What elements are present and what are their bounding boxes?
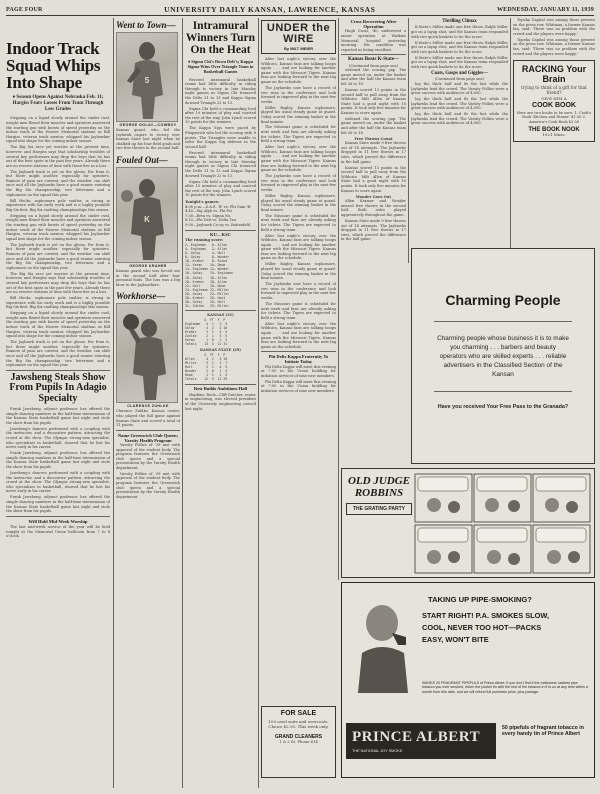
paragraph: After last night's victory over the Wildcats, Kansas fans are talking hoops again . . . and are looking for another game with the Missouri Tigers. Kansas fans are looking forward to the next big game on the schedule. xyxy=(261,233,336,261)
divider xyxy=(434,391,572,392)
photo-head-fouled-out: Fouled Out— xyxy=(116,154,168,165)
paragraph: The Missouri game is scheduled for next week and fans are already asking for tickets. The Tigers are expected to field a strong team. xyxy=(261,125,336,144)
schedule xyxy=(185,200,256,228)
headline-coats: Coats, Gasps and Giggles— xyxy=(431,70,488,76)
ad-title: RACKING Your Brain xyxy=(521,64,587,85)
article-free-throws xyxy=(341,141,406,193)
paragraph: Stepping on a liquid slowly around the cinder oval, weight men flexed their muscles and sprinters answered the starting gun with bursts of speed yesterday on the indoor track of the Hoover Memorial stadium as Bill Hargiss, veteran track mentor, whipped his Jayhawker squad into shape for the coming indoor season. xyxy=(6,311,110,339)
divider xyxy=(261,351,336,352)
article-cross xyxy=(341,29,406,52)
paragraph: After last night's victory over the Wildcats, Kansas fans are talking hoops again . . . and are looking for another game with the Missouri Tigers. Kansas fans are looking forward to the next big game on the schedule. xyxy=(261,321,336,349)
paragraph: The last mid-week service of the year will be held tonight at the Memorial Union ballroom from 7 to 8 o'clock. xyxy=(6,524,110,539)
player-silhouette xyxy=(117,168,178,263)
column-rule xyxy=(182,18,183,788)
ad-give: GIVE HIM A xyxy=(541,96,567,102)
brand-banner xyxy=(346,723,496,759)
ad-book-nook xyxy=(513,60,595,141)
column-thrilling-climax xyxy=(411,18,508,263)
paragraph: Kansas scored 13 points in the second half to pull away from the Wildcats. Milt Allen of Kansas State had a good night with 10 points. It took only five minutes for Kansas to score again. xyxy=(341,165,406,193)
schedule-item: 7:30—Beta vs. Sigma Nu xyxy=(185,213,231,218)
paragraph: The Missouri game is scheduled for next week and fans are already asking for tickets. The Tigers are expected to field a strong team. xyxy=(261,301,336,320)
ad-brand: PRINCE ALBERT xyxy=(352,729,481,745)
ad-line: COOL, NEVER TOO HOT—PACKS xyxy=(422,623,542,632)
article-indoor-track xyxy=(6,116,110,367)
boxscore-kansas-title: KANSAS (31) xyxy=(207,313,234,318)
svg-text:5: 5 xyxy=(144,76,150,85)
paragraph: The Jayhawks now have a record of two wins in the conference and look forward to improved play in the next few weeks. xyxy=(261,174,336,192)
paragraph: Kansas scored 13 points in the second half to pull away from the Wildcats. Milt Allen of Kansas State had a good night with 10 points. It took only five minutes for Kansas to score again. xyxy=(341,87,406,115)
ad-fineprint: SMOKE 20 FRAGRANT PIPEFULS of Prince Albert. If you don't find it the mellowest, tastiest pipe tobacco you ever smoked, return the pocket tin with the rest of the tobacco in it to us at any time within a month from this date, and we will refund full purchase price, plus postage. xyxy=(422,681,588,694)
paragraph: Bill Hecks, sophomore pole vaulter, is strong in experience with his early work and is a highly possible Big Six first. Big Six vaulting championships this season. xyxy=(6,296,110,310)
paragraph: Topeka Capital was among those present on the press row. Whitman, a former Kansas fan, said: 'There was no problem with the crowd and the players were happy.' xyxy=(513,37,595,56)
ad-line: START RIGHT! P.A. SMOKES SLOW, xyxy=(422,611,550,620)
schedule-title: Tonight's games: xyxy=(185,200,220,205)
paragraph: Favored intramural basketball teams had little difficulty in riding through to victory in late Monday night games as Sigma Chi trounced the Delts 31 to 13 and Kappa Sigma downed Triangle 22 to 13. xyxy=(185,150,256,178)
headline-midweek: Will Hold Mid-Week Worship xyxy=(28,518,88,524)
schedule-item: 8:15—Phi Delt vs. Delta Tau xyxy=(185,218,237,223)
comic-panels xyxy=(414,473,592,575)
paragraph: widened the scoring gap. The game moved on, under the basket and after the half the Kansas team led 26 to 18. xyxy=(341,116,406,135)
paragraph: Bill Hecks, sophomore pole vaulter, is strong in experience with his early work and is a highly possible Big Six first. Big Six vaulting championships this season. xyxy=(6,198,110,212)
paragraph: Allen Kramer and Wonder missed free throws in the second half. Both sides played aggressively throughout the game. xyxy=(341,199,406,217)
paragraph: log the thick half and fit the last while the Jayhawks lead the crowd. The Varsity Follies were a great success with audiences of 4,000. xyxy=(411,97,508,111)
headline-rest-builds: Rest Builds Ambitious Hall xyxy=(193,386,248,392)
paragraph: After last night's victory over the Wildcats, Kansas fans are talking hoops again . . . and are looking for another game with the Missouri Tigers. Kansas fans are looking forward to the next big game on the schedule. xyxy=(261,57,336,84)
schedule-item: 9:00—Jayhawk Co-op vs. Battenfeld xyxy=(185,222,251,227)
comic-title: OLD JUDGE ROBBINS xyxy=(347,475,411,499)
box-header: KU—KSC xyxy=(210,232,231,238)
article-intramural xyxy=(185,78,256,198)
article-thrilling xyxy=(411,25,508,69)
running-score: 2— Engleman 0— Allen 4— Engleman 2— Allen 6— Golay 4— Hull 8— Golay 6— Wunder 10— Kraher 8— Rinne 12— Voran 10— Dewe 14— Engleman 12— Wunder 16— Golay 14— Engleman 18— Golay 16— Allen 20— Kraher 18— Allen 22— Hull 20— Dewe 24— Engleman 22— Miller 26— Golay 24— Miller 28— Kraher 26— Hunt 30— Golay 28— Hull 31— Zuhlke 29— Miller xyxy=(185,242,233,309)
article-phi-delta-kappa xyxy=(261,365,336,394)
headline-jawsheng: Jawsheng Steals Show From Pupils In Adagio Specialty xyxy=(9,371,107,404)
column-byline: By MILT MEIER xyxy=(283,46,314,51)
headline-intramural: Intramural Winners Turn On the Heat xyxy=(185,20,256,56)
article-rest-builds xyxy=(185,393,256,411)
ad-address: 1021 Mass. xyxy=(542,131,566,137)
column-cross-recovering xyxy=(341,18,406,263)
schedule-item: 4:00 p.m.—S.A.E. 'B' vs. Phi Gam 'B' xyxy=(185,204,252,209)
ad-prince-albert xyxy=(341,582,595,778)
article-greenwich xyxy=(116,443,180,500)
article-under-the-wire xyxy=(261,57,336,349)
divider xyxy=(6,516,110,517)
publication-date: WEDNESDAY, JANUARY 11, 1939 xyxy=(496,6,594,13)
ad-body: Charming people whose business it is to make you charming . . . barbers and beauty operators who are skilled experts . . . reliable advertisers in the Classified Section of the Kansan xyxy=(437,334,569,378)
photo-george-kraher xyxy=(116,167,178,263)
paragraph: Frank Jawsheng, adjunct professor, has offered the simple dancing numbers in the half-time intermission of the Kansas State basketball game last night and stole the show from his pupils. xyxy=(6,495,110,514)
paragraph: Phi Delta Kappa will meet this evening at 7:00 in the Union building for initiation services of nine new members. xyxy=(261,379,336,393)
newspaper-name: UNIVERSITY DAILY KANSAN, LAWRENCE, KANSAS xyxy=(164,5,376,14)
paragraph: Sigma Chi held a commanding lead after 10 minutes of play and coasted the rest of the way. John Lynch scored 10 points for the winners. xyxy=(185,179,256,198)
schedule-item: 4:45—Sig Alph vs. Phi Psi xyxy=(185,209,232,214)
paragraph: Jawsheng's dancers performed with a coupling with the instructor, and a decorative pattern, attracting the crowd at the show. The Olympic strong-arm specialist, who specializes in basketball, showed that he lost his nerve early in his career. xyxy=(6,426,110,450)
photo-george-golay xyxy=(116,32,178,122)
paragraph: K-State's Miller made one free throw, Ralph Miller got on a layup shot, and the Kansas team responded with two quick baskets to tie the score. xyxy=(411,40,508,54)
headline-phi-delta-kappa: Phi Delts Kappa Fraternity To Initiate Today xyxy=(268,354,329,365)
ad-title: Charming People xyxy=(445,292,561,308)
article-coats xyxy=(411,82,508,126)
paragraph: K-State's Miller made one free throw, Ralph Miller got on a layup shot, and the Kansas team responded with two quick baskets to tie the score. xyxy=(411,25,508,39)
headline-thrilling: Thrilling Climax xyxy=(442,19,477,24)
paragraph: Stepping on a liquid slowly around the cinder oval, weight men flexed their muscles and sprinters answered the starting gun with bursts of speed yesterday on the indoor track of the Hoover Memorial stadium as Bill Hargiss, veteran track mentor, whipped his Jayhawker squad into shape for the coming indoor season. xyxy=(6,116,110,144)
paragraph: The Kappa Sigs were paced by Fitzpatrick who led the scoring with 8 points. The Triangles were unable to solve the Kappa Sig defense in the second half. xyxy=(185,126,256,149)
article-kansas-beats xyxy=(341,68,406,135)
paragraph: The Jayhawks now have a record of two wins in the conference and look forward to improved play in the next few weeks. xyxy=(261,282,336,300)
svg-text:K: K xyxy=(144,214,150,224)
photo-description: Clarence Zuhlke, Kansas center, who played the full game against Kansas State and scored a total of 11 points. xyxy=(116,409,180,428)
comic-old-judge-robbins xyxy=(341,468,595,578)
player-silhouette xyxy=(117,304,178,403)
column-rule xyxy=(338,18,339,580)
paragraph: Stepping on a liquid slowly around the cinder oval, weight men flexed their muscles and sprinters answered the starting gun with bursts of speed yesterday on the indoor track of the Hoover Memorial stadium as Bill Hargiss, veteran track mentor, whipped his Jayhawker squad into shape for the coming indoor season. xyxy=(6,213,110,241)
article-wonder xyxy=(341,199,406,242)
photo-head-workhorse: Workhorse— xyxy=(116,291,166,302)
paragraph: Miller Bagley, Kansas sophomore, played his usual steady game at guard. Golay scored the winning basket in the final minute. xyxy=(261,193,336,212)
headline-kansas-beats: Kansas Beats K-State— xyxy=(347,57,400,63)
column-track xyxy=(6,18,110,790)
continued-note: (Continued from page one) xyxy=(434,77,485,82)
ad-book: COOK BOOK xyxy=(532,101,576,109)
headline-indoor-track: Indoor Track Squad Whips Into Shape xyxy=(6,39,101,92)
paragraph: widened the scoring gap. The game moved on, under the basket and after the half the Kansas team led 26 to 18. xyxy=(341,68,406,86)
paragraph: Phi Delta Kappa will meet this evening at 7:00 in the Union building for initiation services of nine new members. xyxy=(261,364,336,378)
boxscore-kansas: G FT F P Engleman 4 1 2 9 Golay 4 2 2 10 Kraher 2 1 4 5 Zuhlke 2 1 3 5 Voran 1 0 1 2 Totals 13 5 12 31 xyxy=(185,317,228,347)
photo-description: Kansas guard, who led the Jayhawk cagers to victory over Kansas State last night when he chalked up his four field goals and two free throws in the second half. xyxy=(116,128,180,151)
paragraph: The Jayhawk track is yet on the gloom. For from it, but there might another, especially for sprinters. Rumors of pain are current, and the weather can shift once and all the Jayhawks have a good runner entering the Big Six championship, two lettermen and a sophomore on the squad this year. xyxy=(6,242,110,270)
column-header-box xyxy=(261,20,336,54)
subhead-free-throws: Free Throws Count xyxy=(354,136,393,141)
ad-tagline: THE NATIONAL JOY SMOKE xyxy=(352,749,403,753)
divider xyxy=(6,370,110,371)
paragraph: Hugh Cross, '40, underwent a minor operation at Watkins Memorial hospital yesterday morning. His condition was reported as being excellent. xyxy=(341,29,406,52)
paragraph: The Big Six race yet worries at the present time, however, and Hargiss says that scholarship troubles of several key performers may drop the boys that he has out of the best spots in the past few years. Already there are no reserve stations of time with these five as a loss. xyxy=(6,145,110,168)
divider xyxy=(116,430,180,431)
subhead-indoor-track: ♦ Season Opens Against Nebraska Feb. 11; Hargiss Fears Losses From Team Through Low Grades xyxy=(12,95,104,112)
paragraph: The Big Six race yet worries at the present time, however, and Hargiss says that scholarship troubles of several key performers may drop the boys that he has out of the best spots in the past few years. Already there are no reserve stations of time with these five as a loss. xyxy=(6,271,110,295)
paragraph: Jawsheng's dancers performed with a coupling with the instructor, and a decorative pattern, attracting the crowd at the show. The Olympic strong-arm specialist, who specializes in basketball, showed that he lost his nerve early in his career. xyxy=(6,470,110,494)
column-rule xyxy=(408,18,409,263)
divider xyxy=(185,310,256,311)
article-jawsheng xyxy=(6,407,110,514)
page-number: PAGE FOUR xyxy=(6,6,43,13)
column-rule xyxy=(113,18,114,788)
photo-clarence-zuhlke xyxy=(116,303,178,403)
photo-caption: GEORGE GOLAY—COWBOY xyxy=(119,123,177,127)
ad-subtitle: trying to think of a gift for that friend? xyxy=(521,85,587,96)
comic-subtitle: THE GRATING PARTY xyxy=(346,503,412,515)
headline-greenwich: Name Greenwich Club Queen; Varsity Health Program xyxy=(117,432,179,443)
paragraph: K-State's Miller made one free throw, Ralph Miller got on a layup shot, and the Kansas team responded with two quick baskets to tie the score. xyxy=(411,55,508,69)
paragraph: Topeka Capital was among those present on the press row. Whitman, a former Kansas fan, said: 'There was no problem with the crowd and the players were happy.' xyxy=(513,18,595,36)
subhead-wonder: Wonder Goes Out xyxy=(355,194,392,199)
paragraph: Miller Bagley, Kansas sophomore, played his usual steady game at guard. Golay scored the winning basket in the final minute. xyxy=(261,262,336,281)
column-intramural xyxy=(185,18,256,790)
paragraph: Varsity Follies of '39 met with approval of the student body. The program features the Greenwich club queen and a special presentation by the Varsity Health department. xyxy=(116,471,180,499)
continued-note: (Continued from page one) xyxy=(348,63,399,68)
paragraph: Kansas State made 9 free throws out of 14 attempts. The Jayhawks dropped in 11 free throws in 17 tries, which proved the difference in the ball game. xyxy=(341,218,406,242)
subhead-intramural: ♦ Sigma Chi's Down Delt's; Kappa Sigma Wins Over Triangle Team in Basketball Games xyxy=(187,59,254,75)
photo-caption: GEORGE KRAHER xyxy=(129,263,167,268)
ad-charming-people xyxy=(411,248,595,464)
photo-description: Kansas guard who was forced out in the second half after four personal fouls. The loss was a big blow to the Jayhawkers. xyxy=(116,268,180,287)
player-silhouette xyxy=(117,33,178,122)
headline-cross: Cross Recovering After Operation xyxy=(350,19,397,30)
ad-footer: Have you received Your Free Pass to the Granada? xyxy=(437,403,569,410)
ad-body: 100 used suits and overcoats. Choice $2.95. This week only. xyxy=(268,719,329,729)
column-rule xyxy=(510,18,511,263)
paragraph: The Jayhawk track is yet on the gloom. For from it, but there might another, especially for sprinters. Rumors of pain are current, and the weather can shift once and all the Jayhawks have a good runner entering the Big Six championship, two lettermen and a sophomore on the squad this year. xyxy=(6,340,110,368)
divider xyxy=(434,321,572,322)
article-midweek xyxy=(6,525,110,539)
ad-title: FOR SALE xyxy=(280,710,317,717)
photo-caption: CLARENCE ZUHLKE xyxy=(127,404,169,409)
ad-store: GRAND CLEANERS xyxy=(274,734,323,740)
boxscore-kstate: G FT F P Allen 4 2 3 10 Miller 3 1 2 7 Hull 2 1 4 5 Wunder 2 0 1 4 Dewe 1 1 2 3 Totals 12 5 12 29 xyxy=(185,352,228,382)
comic-logo xyxy=(346,475,412,545)
ad-store: THE BOOK NOOK xyxy=(528,126,580,133)
column-photos xyxy=(116,18,180,790)
paragraph: After last night's victory over the Wildcats, Kansas fans are talking hoops again . . . and are looking for another game with the Missouri Tigers. Kansas fans are looking forward to the next big game on the schedule. xyxy=(261,145,336,173)
divider xyxy=(341,54,406,55)
ad-grand-cleaners xyxy=(261,706,336,778)
paragraph: Frank Jawsheng, adjunct professor, has offered the simple dancing numbers in the half-time intermission of the Kansas State basketball game last night and stole the show from his pupils. xyxy=(6,407,110,425)
paragraph: Kansas State made 9 free throws out of 14 attempts. The Jayhawks dropped in 11 free throws in 17 tries, which proved the difference in the ball game. xyxy=(341,141,406,164)
column-under-the-wire xyxy=(261,18,336,790)
column-title: UNDER the WIRE xyxy=(266,22,331,45)
ad-body: Here are two books to be sure: 1. Cook's Book 'Kitchen and Dinner' $1.50 2. America's Cook Book $2.50 xyxy=(516,110,592,124)
paragraph: Varsity Follies of '39 met with approval of the student body. The program features the Greenwich club queen and a special presentation by the Varsity Health department. xyxy=(116,442,180,470)
paragraph: The Missouri game is scheduled for next week and fans are already asking for tickets. The Tigers are expected to field a strong team. xyxy=(261,213,336,232)
pipe-smoker-illustration xyxy=(348,593,418,693)
ad-line: EASY, WON'T BITE xyxy=(422,635,489,644)
column-rule xyxy=(258,18,259,788)
boxscore-title: KANSAS STATE (29) xyxy=(199,348,241,353)
photo-head-went-to-town: Went to Town— xyxy=(116,20,176,30)
paragraph: Favored intramural basketball teams had little difficulty in riding through to victory in late Monday night games as Sigma Chi trounced the Delts 31 to 13 and Kappa Sigma downed Triangle 22 to 13. xyxy=(185,77,256,105)
article-topeka xyxy=(513,18,595,56)
divider xyxy=(185,230,256,231)
paragraph: The Jayhawk track is yet on the gloom. For from it, but there might another, especially for sprinters. Rumors of pain are current, and the weather can shift once and all the Jayhawks have a good runner entering the Big Six championship, two lettermen and a sophomore on the squad this year. xyxy=(6,169,110,197)
ad-headline: TAKING UP PIPE-SMOKING? xyxy=(428,595,532,604)
paragraph: Miller Bagley, Kansas sophomore, played his usual steady game at guard. Golay scored the winning basket in the final minute. xyxy=(261,105,336,124)
paragraph: Sigma Chi held a commanding lead after 10 minutes of play and coasted the rest of the way. John Lynch scored 10 points for the winners. xyxy=(185,106,256,125)
paragraph: Frank Jawsheng, adjunct professor, has offered the simple dancing numbers in the half-time intermission of the Kansas State basketball game last night and stole the show from his pupils. xyxy=(6,451,110,469)
paragraph: The Jayhawks now have a record of two wins in the conference and look forward to improved play in the next few weeks. xyxy=(261,85,336,104)
ad-address: 1 & 2 St. Phone 614 xyxy=(279,739,318,744)
divider xyxy=(185,384,256,385)
paragraph: log the thick half and fit the last while the Jayhawks lead the crowd. The Varsity Follies were a great success with audiences of 4,000. xyxy=(411,112,508,126)
column-topeka xyxy=(513,18,595,263)
box-title: The running score: xyxy=(185,238,224,243)
paragraph: log the thick half and fit the last while the Jayhawks lead the crowd. The Varsity Follies were a great success with audiences of 4,000. xyxy=(411,81,508,96)
ad-offer: 50 pipefuls of fragrant tobacco in every handy tin of Prince Albert xyxy=(502,725,584,738)
paragraph: Hopkins, Rock—Cliff Dutcher, senior in engineering, was elected president of the University engineering council last night. xyxy=(185,392,256,411)
masthead xyxy=(6,4,594,16)
